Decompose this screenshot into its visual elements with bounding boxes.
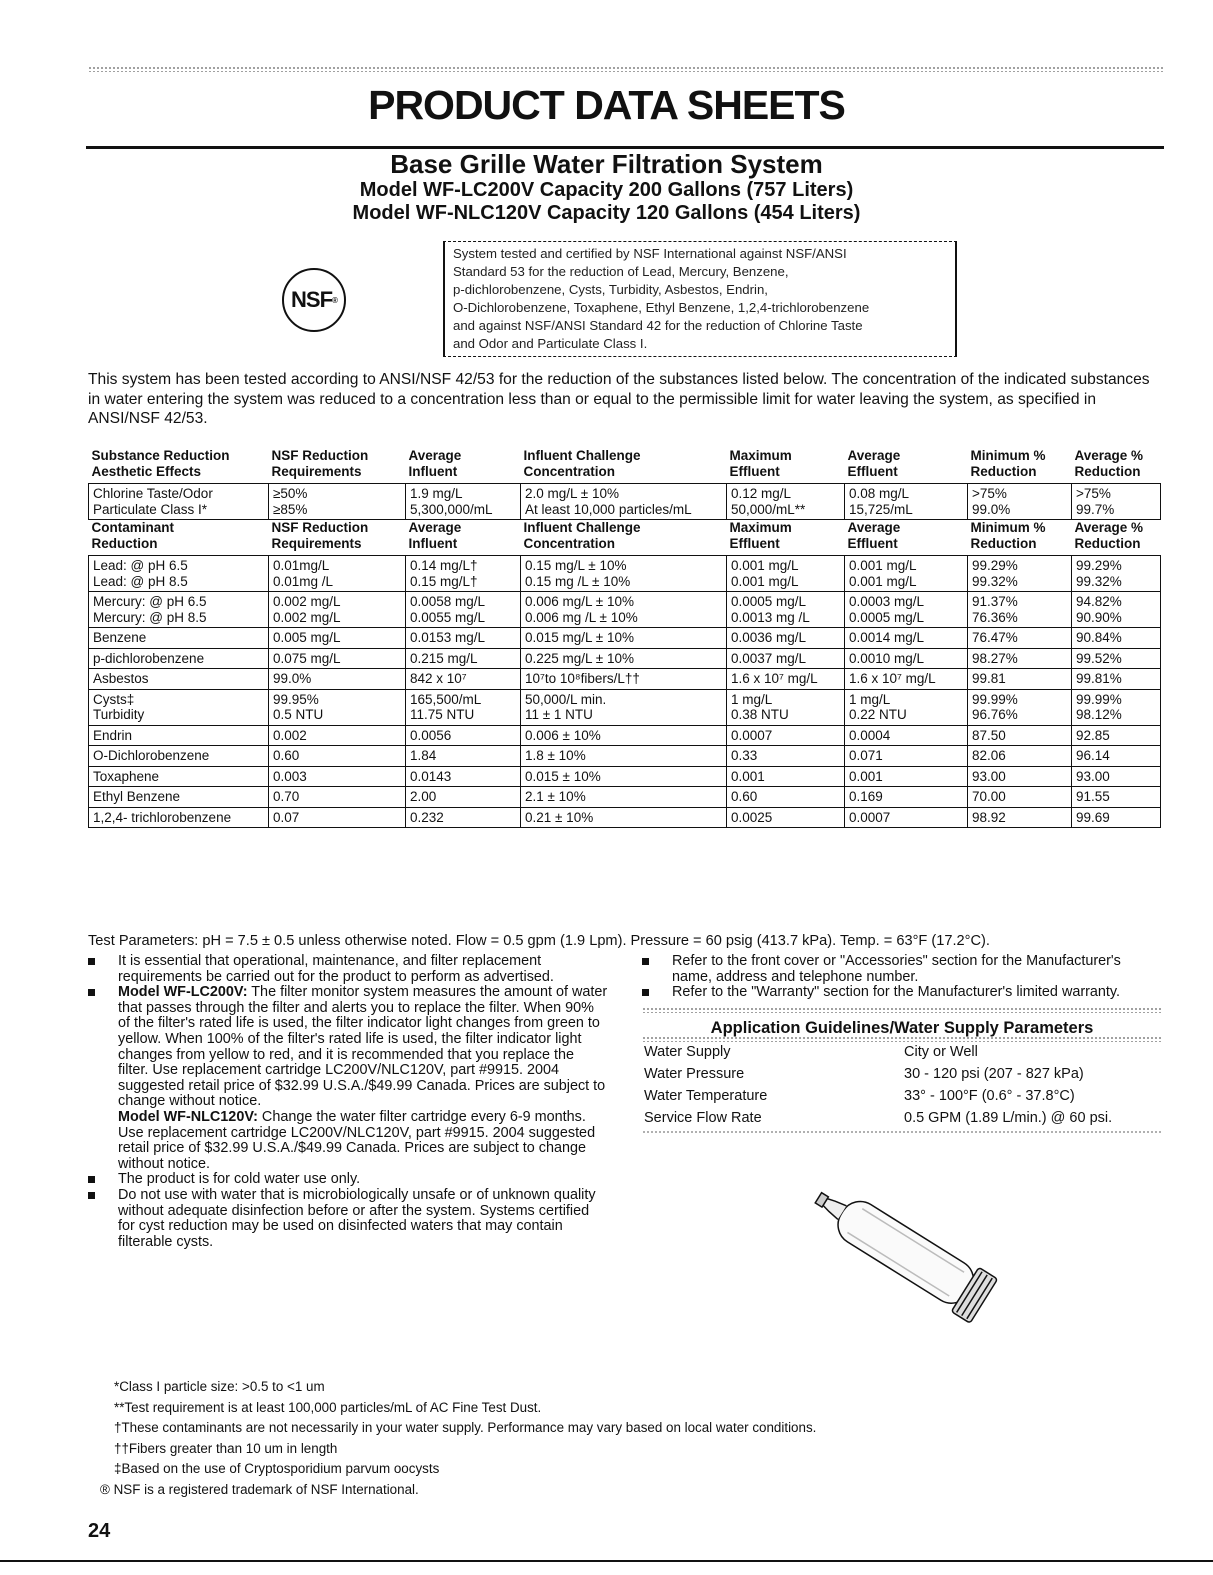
table-header-cell: Maximum Effluent [729,520,792,551]
table-cell: Asbestos [89,669,269,690]
bullet-cold-water: The product is for cold water use only. [88,1172,608,1188]
table-cell: 92.85 [1072,725,1161,746]
table-cell: 1.6 x 10⁷ mg/L [727,669,845,690]
table-cell: 0.006 mg/L ± 10% 0.006 mg /L ± 10% [521,592,727,628]
table-header-cell: Substance Reduction Aesthetic Effects [91,448,230,479]
subtitle-block [0,150,1213,224]
table-row [89,689,1161,725]
footnote-fibers: ††Fibers greater than 10 um in length [114,1440,338,1456]
table-row [89,766,1161,787]
table-cell: 0.12 mg/L 50,000/mL** [727,484,845,520]
test-parameters: Test Parameters: pH = 7.5 ± 0.5 unless otherwise noted. Flow = 0.5 gpm (1.9 Lpm). Pressure = 60 psig (413.7 kPa). Temp. = 63°F (17.2°C). [88,933,990,949]
table-cell: 0.70 [269,787,406,808]
table-row [89,628,1161,649]
table-header-cell: Average % Reduction [1074,520,1144,551]
footnote-test-requirement: **Test requirement is at least 100,000 particles/mL of AC Fine Test Dust. [114,1399,542,1415]
table-cell: 99.52% [1072,648,1161,669]
system-subtitle: Base Grille Water Filtration System [390,149,823,179]
table-row [89,807,1161,828]
table-header-cell: Average Effluent [847,520,901,551]
table-cell: 1,2,4- trichlorobenzene [89,807,269,828]
cert-line: and Odor and Particulate Class I. [453,336,648,351]
table-row [89,669,1161,690]
bullet-maintenance: It is essential that operational, maintenance, and filter replacement requirements be carried out for the product to perform as advertised. [88,954,608,985]
table-cell: 0.60 [727,787,845,808]
table-cell: 842 x 10⁷ [406,669,521,690]
footnote-trademark: ® NSF is a registered trademark of NSF International. [100,1481,419,1497]
top-dotted-rule [88,66,1163,72]
table-header-contaminant [89,520,1161,556]
app-guidelines-bottom-rule [642,1130,1162,1134]
table-cell: 0.0014 mg/L [845,628,968,649]
bullet-square-icon [88,958,95,965]
table-cell: 87.50 [968,725,1072,746]
table-cell: ≥50% ≥85% [269,484,406,520]
table-cell: 0.071 [845,746,968,767]
table-cell: >75% 99.0% [968,484,1072,520]
table-cell: 98.27% [968,648,1072,669]
table-cell: 0.0153 mg/L [406,628,521,649]
table-cell: 0.21 ± 10% [521,807,727,828]
app-row-service-flow-rate: Service Flow Rate 0.5 GPM (1.89 L/min.) @ 60 psi. [644,1110,1113,1127]
filter-cartridge-icon [800,1185,1020,1325]
nsf-logo-text: NSF [291,287,333,312]
table-cell: 165,500/mL 11.75 NTU [406,689,521,725]
table-cell: 10⁷to 10⁸fibers/L†† [521,669,727,690]
table-row [89,484,1161,520]
table-cell: 1.8 ± 10% [521,746,727,767]
table-cell: 99.69 [1072,807,1161,828]
table-cell: Toxaphene [89,766,269,787]
table-row [89,746,1161,767]
table-cell: 0.005 mg/L [269,628,406,649]
para-model-nlc120v: Model WF-NLC120V: Change the water filter cartridge every 6-9 months. Use replacement cartridge LC200V/NLC120V, part #9915. 2004 suggested retail price of $32.99 U.S.A./$49.99 Canada. Prices are subject to change without notice. [118,1108,596,1172]
substance-reduction-table [88,448,1161,828]
table-cell: 0.01mg/L 0.01mg /L [269,556,406,592]
table-cell: Cysts‡ Turbidity [89,689,269,725]
table-cell: 0.0003 mg/L 0.0005 mg/L [845,592,968,628]
cert-line: Standard 53 for the reduction of Lead, Mercury, Benzene, [453,264,789,279]
table-cell: 0.15 mg/L ± 10% 0.15 mg /L ± 10% [521,556,727,592]
model-line-2: Model WF-NLC120V Capacity 120 Gallons (454 Liters) [352,201,861,224]
table-cell: 1 mg/L 0.22 NTU [845,689,968,725]
table-row [89,787,1161,808]
page-title: PRODUCT DATA SHEETS [368,82,845,128]
bullet-square-icon [642,989,649,996]
table-cell: 99.81 [968,669,1072,690]
table-header-cell: Minimum % Reduction [970,448,1046,479]
table-cell: 0.0058 mg/L 0.0055 mg/L [406,592,521,628]
table-cell: p-dichlorobenzene [89,648,269,669]
table-cell: 0.0007 [845,807,968,828]
bullet-accessories: Refer to the front cover or "Accessories" section for the Manufacturer's name, address and telephone number. [642,954,1162,985]
cert-line: and against NSF/ANSI Standard 42 for the reduction of Chlorine Taste [453,318,863,333]
cert-line: O-Dichlorobenzene, Toxaphene, Ethyl Benzene, 1,2,4-trichlorobenzene [453,300,870,315]
table-cell: 99.29% 99.32% [968,556,1072,592]
table-header-cell: Maximum Effluent [729,448,792,479]
table-cell: O-Dichlorobenzene [89,746,269,767]
table-header-cell: Contaminant Reduction [91,520,174,551]
footnote-class-i: *Class I particle size: >0.5 to <1 um [114,1379,325,1394]
table-cell: 0.0007 [727,725,845,746]
footnotes [100,1377,816,1500]
table-cell: 99.29% 99.32% [1072,556,1161,592]
table-cell: 1 mg/L 0.38 NTU [727,689,845,725]
app-guidelines-table [642,1042,1162,1130]
app-guidelines-title: Application Guidelines/Water Supply Parameters [710,1018,1094,1037]
table-cell: 0.0025 [727,807,845,828]
footnote-cryptosporidium: ‡Based on the use of Cryptosporidium parvum oocysts [114,1461,440,1476]
table-cell: 93.00 [968,766,1072,787]
bullet-microbiological: Do not use with water that is microbiologically unsafe or of unknown quality without adequate disinfection before or after the system. Systems certified for cyst reduction may be used on disinfected waters that may contain filterable cysts. [88,1188,608,1250]
table-row [89,592,1161,628]
table-cell: 0.003 [269,766,406,787]
table-header-cell: Minimum % Reduction [970,520,1046,551]
bullet-square-icon [88,1176,95,1183]
app-row-water-pressure: Water Pressure 30 - 120 psi (207 - 827 kPa) [644,1066,1084,1083]
table-cell: 0.0036 mg/L [727,628,845,649]
table-cell: 0.07 [269,807,406,828]
table-cell: 0.002 mg/L 0.002 mg/L [269,592,406,628]
table-cell: 2.0 mg/L ± 10% At least 10,000 particles/mL [521,484,727,520]
table-cell: 1.9 mg/L 5,300,000/mL [406,484,521,520]
table-cell: 0.60 [269,746,406,767]
table-cell: 0.001 mg/L 0.001 mg/L [845,556,968,592]
table-cell: 94.82% 90.90% [1072,592,1161,628]
table-cell: 0.001 [727,766,845,787]
footnote-contaminants: †These contaminants are not necessarily in your water supply. Performance may vary based on local water conditions. [114,1420,817,1435]
table-cell: 0.0037 mg/L [727,648,845,669]
bullet-square-icon [88,989,95,996]
table-header-cell: Influent Challenge Concentration [523,520,641,551]
table-cell: 93.00 [1072,766,1161,787]
table-cell: 0.0005 mg/L 0.0013 mg /L [727,592,845,628]
table-header-cell: Average % Reduction [1074,448,1144,479]
cert-line: p-dichlorobenzene, Cysts, Turbidity, Asbestos, Endrin, [453,282,768,297]
nsf-logo-icon [282,268,346,332]
table-header-cell: Influent Challenge Concentration [523,448,641,479]
table-cell: 99.99% 96.76% [968,689,1072,725]
bullet-warranty: Refer to the "Warranty" section for the Manufacturer's limited warranty. [642,985,1162,1001]
table-cell: 0.006 ± 10% [521,725,727,746]
table-cell: 0.33 [727,746,845,767]
bullet-model-lc200v: Model WF-LC200V: The filter monitor system measures the amount of water that passes through the filter and alerts you to replace the filter. When 90% of the filter's rated life is used, the filter indicator light changes from green to yellow. When 100% of the filter's rated life is used, the filter indicator light changes from yellow to red, and it is recommended that you replace the filter. Use replacement cartridge LC200V/NLC120V, part #9915. 2004 suggested retail price of $32.99 U.S.A./$49.99 Canada. Prices are subject to change without notice. [88,985,608,1110]
table-cell: Mercury: @ pH 6.5 Mercury: @ pH 8.5 [89,592,269,628]
app-row-water-supply: Water Supply City or Well [644,1044,978,1061]
table-cell: 90.84% [1072,628,1161,649]
table-cell: 0.08 mg/L 15,725/mL [845,484,968,520]
app-row-water-temperature: Water Temperature 33° - 100°F (0.6° - 37.8°C) [644,1088,1075,1105]
intro-paragraph: This system has been tested according to ANSI/NSF 42/53 for the reduction of the substances listed below. The concentration of the indicated substances in water entering the system was reduced to a concentration less than or equal to the permissible limit for water leaving the system, as specified in ANSI/NSF 42/53. [88,371,1150,427]
model-line-1: Model WF-LC200V Capacity 200 Gallons (757 Liters) [359,179,854,202]
table-row [89,556,1161,592]
cert-line: System tested and certified by NSF International against NSF/ANSI [453,246,847,261]
nsf-logo-mark: ® [332,295,337,305]
table-cell: 0.0056 [406,725,521,746]
table-cell: 70.00 [968,787,1072,808]
table-cell: 0.075 mg/L [269,648,406,669]
table-cell: Chlorine Taste/Odor Particulate Class I* [89,484,269,520]
table-cell: 0.015 ± 10% [521,766,727,787]
table-cell: Benzene [89,628,269,649]
left-column [88,954,608,1250]
bottom-rule [0,1560,1213,1562]
table-cell: 91.55 [1072,787,1161,808]
table-cell: 0.14 mg/L† 0.15 mg/L† [406,556,521,592]
table-cell: 99.0% [269,669,406,690]
table-cell: 76.47% [968,628,1072,649]
table-cell: 0.232 [406,807,521,828]
table-cell: 0.0143 [406,766,521,787]
table-cell: 2.00 [406,787,521,808]
table-cell: 0.0010 mg/L [845,648,968,669]
certification-box [443,241,957,357]
table-header-cell: Average Influent [408,520,462,551]
table-cell: 0.215 mg/L [406,648,521,669]
table-cell: Endrin [89,725,269,746]
table-header-cell: Average Influent [408,448,462,479]
table-cell: 50,000/L min. 11 ± 1 NTU [521,689,727,725]
bullet-square-icon [642,958,649,965]
table-row [89,648,1161,669]
table-cell: >75% 99.7% [1072,484,1161,520]
bullet-square-icon [88,1192,95,1199]
table-cell: 0.001 mg/L 0.001 mg/L [727,556,845,592]
table-row [89,725,1161,746]
model-lc200v-label: Model WF-LC200V: [118,984,248,1001]
table-cell: 0.015 mg/L ± 10% [521,628,727,649]
table-cell: 99.99% 98.12% [1072,689,1161,725]
table-cell: 96.14 [1072,746,1161,767]
page-number: 24 [88,1520,111,1542]
table-cell: 82.06 [968,746,1072,767]
table-header-cell: NSF Reduction Requirements [271,520,369,551]
table-cell: 98.92 [968,807,1072,828]
table-cell: 0.0004 [845,725,968,746]
model-nlc120v-label: Model WF-NLC120V: [118,1108,258,1125]
table-header-cell: Average Effluent [847,448,901,479]
right-column [642,954,1162,1134]
table-cell: 0.001 [845,766,968,787]
table-header-cell: NSF Reduction Requirements [271,448,369,479]
table-cell: 1.84 [406,746,521,767]
app-guidelines-top-rule [642,1007,1162,1013]
table-cell: 99.81% [1072,669,1161,690]
table-cell: 99.95% 0.5 NTU [269,689,406,725]
table-cell: 0.169 [845,787,968,808]
table-header-aesthetic [89,448,1161,484]
table-cell: 0.225 mg/L ± 10% [521,648,727,669]
table-cell: Ethyl Benzene [89,787,269,808]
table-cell: Lead: @ pH 6.5 Lead: @ pH 8.5 [89,556,269,592]
table-cell: 91.37% 76.36% [968,592,1072,628]
table-cell: 0.002 [269,725,406,746]
table-cell: 1.6 x 10⁷ mg/L [845,669,968,690]
table-cell: 2.1 ± 10% [521,787,727,808]
